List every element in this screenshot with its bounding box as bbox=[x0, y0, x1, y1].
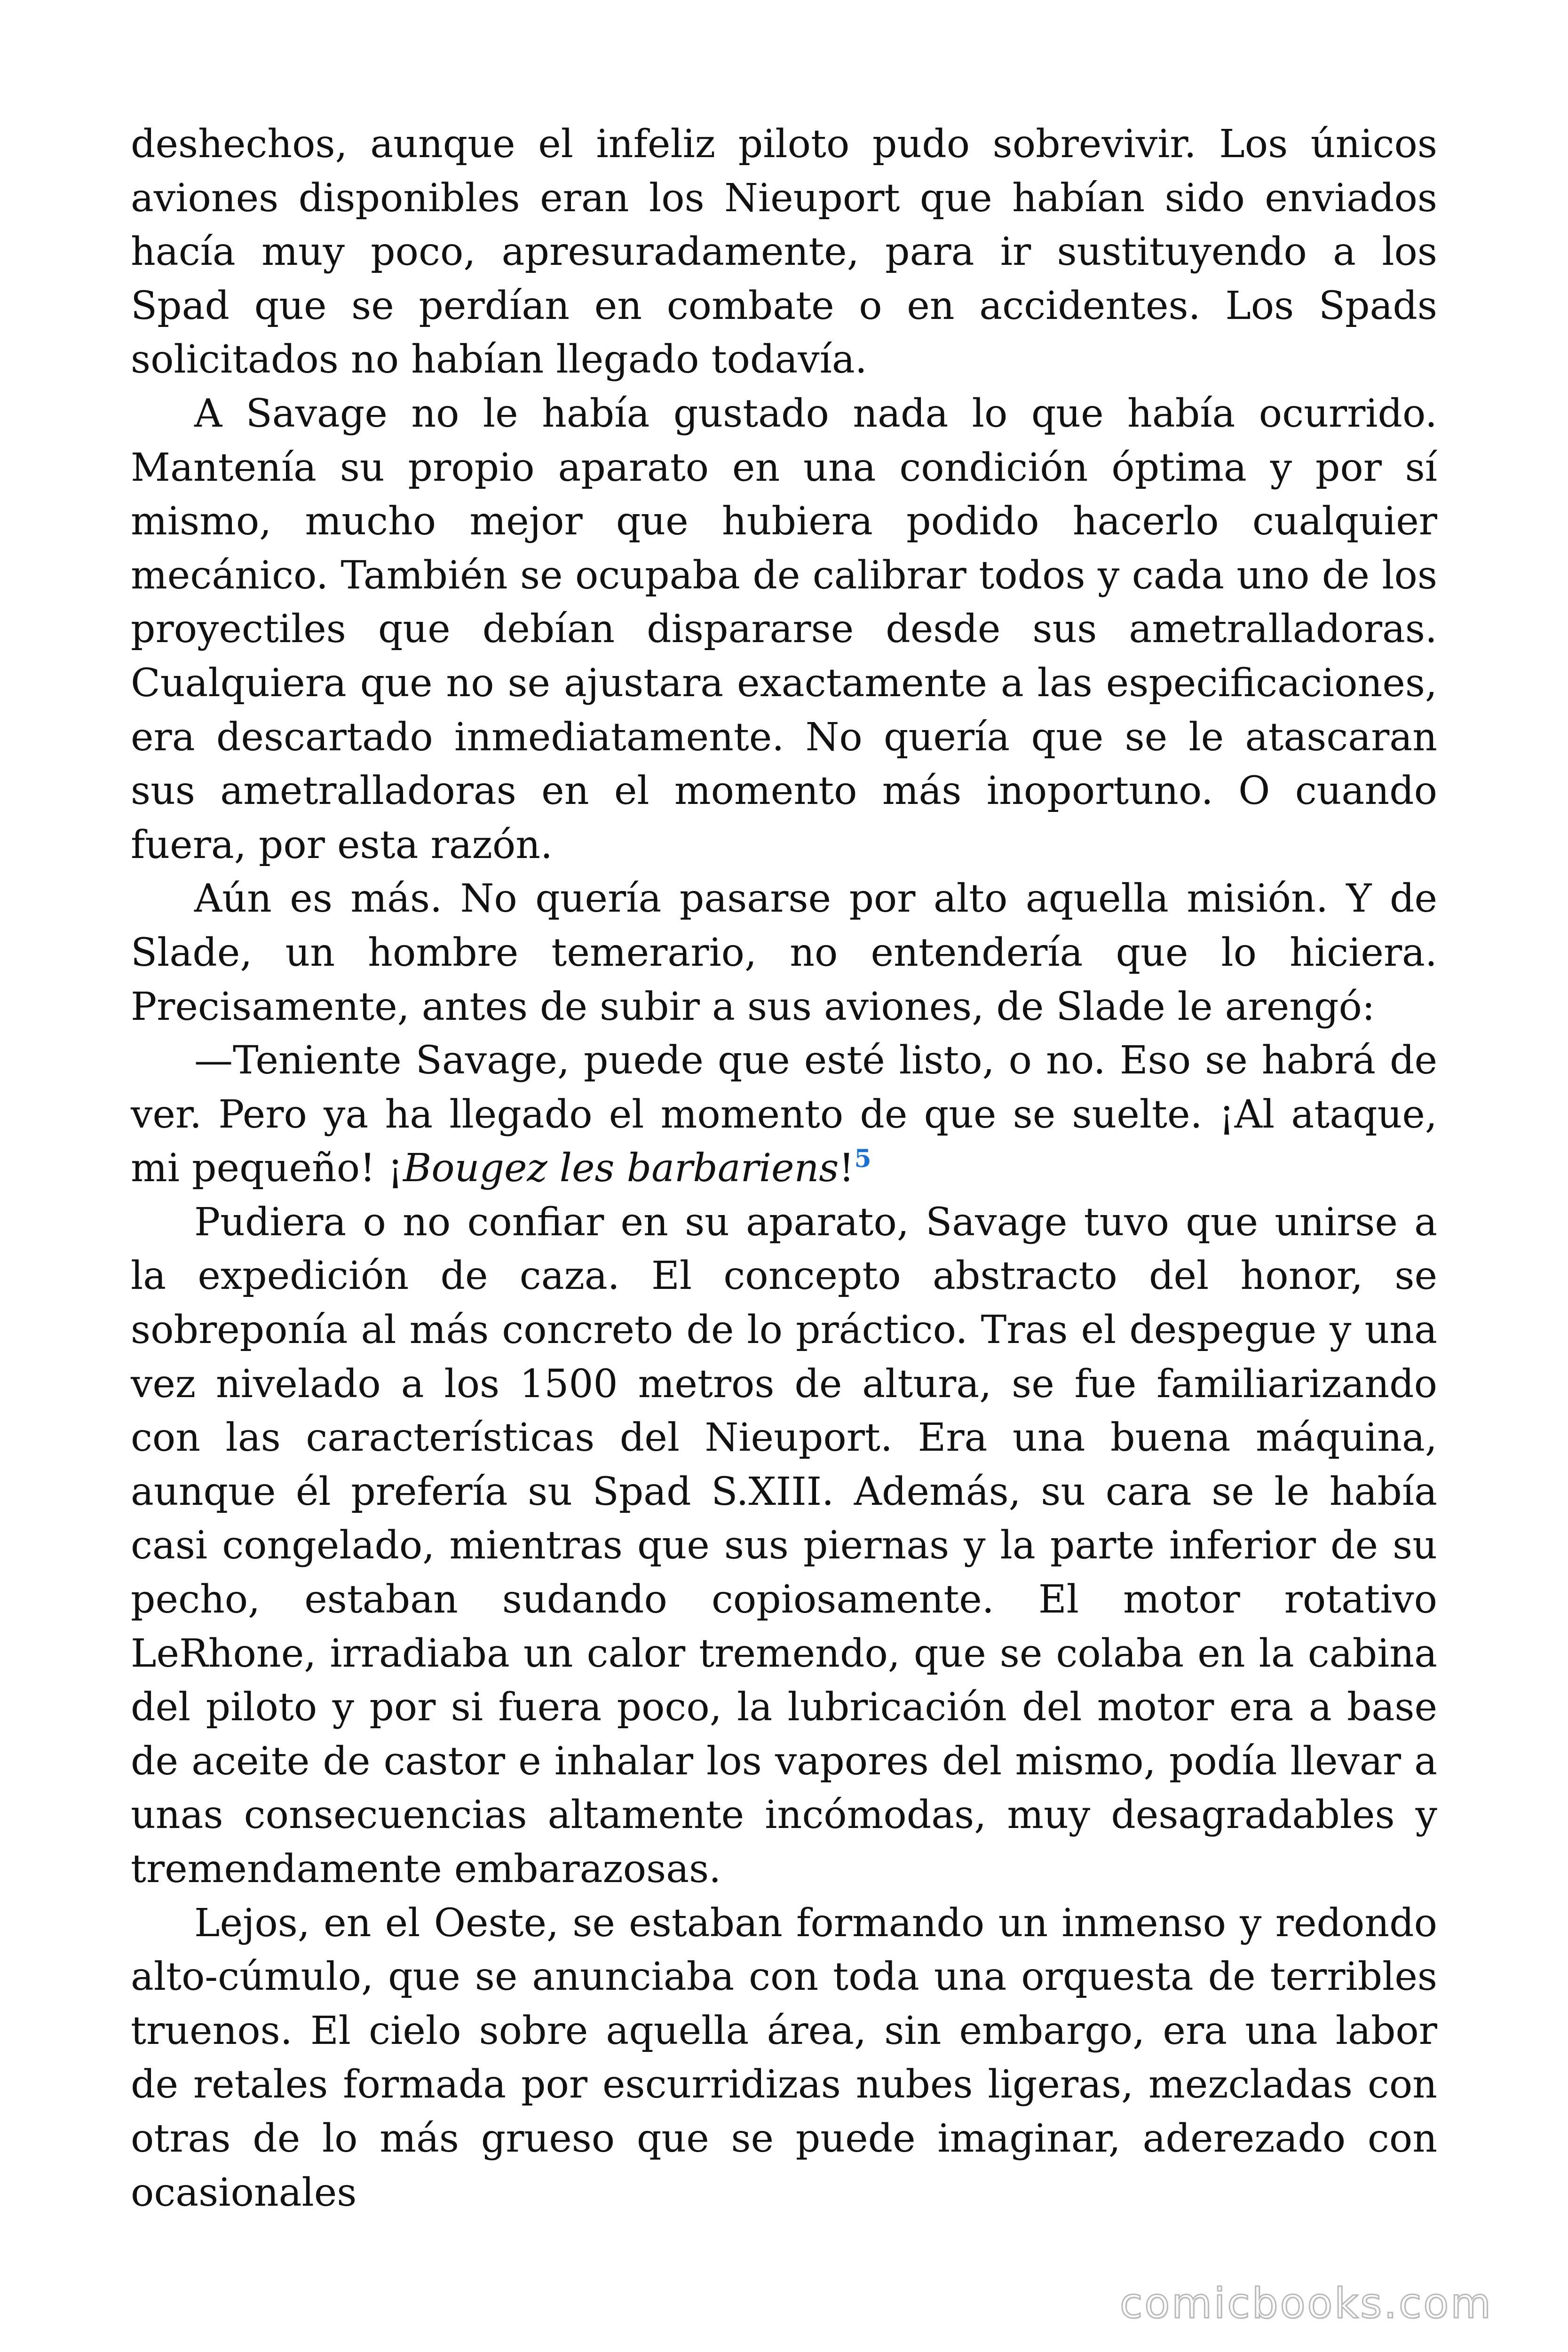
paragraph-3: Aún es más. No quería pasarse por alto aquella misión. Y de Slade, un hombre temerario, no entendería que lo hiciera. Precisamente, antes de subir a sus aviones, de Slade le arengó: bbox=[131, 876, 1437, 1029]
paragraph-4-dialogue bbox=[131, 1034, 1437, 1196]
page-body bbox=[131, 118, 1437, 2220]
dialogue-text: —Teniente Savage, puede que esté listo, o no. Eso se habrá de ver. Pero ya ha llegado el momento de que se suelte. ¡Al ataque, mi pequeño! ¡ bbox=[131, 1038, 1437, 1191]
watermark-logo: comicbooks.com bbox=[1119, 2279, 1493, 2328]
footnote-link[interactable]: 5 bbox=[854, 1144, 871, 1174]
dialogue-end: ! bbox=[839, 1146, 855, 1191]
paragraph-1: deshechos, aunque el infeliz piloto pudo sobrevivir. Los únicos aviones disponibles eran los Nieuport que habían sido enviados hacía muy poco, apresuradamente, para ir sustituyendo a los Spad que se perdían en combate o en accidentes. Los Spads solicitados no habían llegado todavía. bbox=[131, 122, 1437, 382]
italic-phrase: Bougez les barbariens bbox=[403, 1146, 839, 1191]
paragraph-2: A Savage no le había gustado nada lo que había ocurrido. Mantenía su propio aparato en una condición óptima y por sí mismo, mucho mejor que hubiera podido hacerlo cualquier mecánico. También se ocupaba de calibrar todos y cada uno de los proyectiles que debían dispararse desde sus ametralladoras. Cualquiera que no se ajustara exactamente a las especificaciones, era descartado inmediatamente. No quería que se le atascaran sus ametralladoras en el momento más inoportuno. O cuando fuera, por esta razón. bbox=[131, 391, 1437, 867]
paragraph-5: Pudiera o no confiar en su aparato, Savage tuvo que unirse a la expedición de caza. El concepto abstracto del honor, se sobreponía al más concreto de lo práctico. Tras el despegue y una vez nivelado a los 1500 metros de altura, se fue familiarizando con las características del Nieuport. Era una buena máquina, aunque él prefería su Spad S.XIII. Además, su cara se le había casi congelado, mientras que sus piernas y la parte inferior de su pecho, estaban sudando copiosamente. El motor rotativo LeRhone, irradiaba un calor tremendo, que se colaba en la cabina del piloto y por si fuera poco, la lubricación del motor era a base de aceite de castor e inhalar los vapores del mismo, podía llevar a unas consecuencias altamente incómodas, muy desagradables y tremendamente embarazosas. bbox=[131, 1200, 1437, 1891]
paragraph-6: Lejos, en el Oeste, se estaban formando un inmenso y redondo alto-cúmulo, que se anunciaba con toda una orquesta de terribles truenos. El cielo sobre aquella área, sin embargo, era una labor de retales formada por escurridizas nubes ligeras, mezcladas con otras de lo más grueso que se puede imaginar, aderezado con ocasionales bbox=[131, 1900, 1437, 2215]
